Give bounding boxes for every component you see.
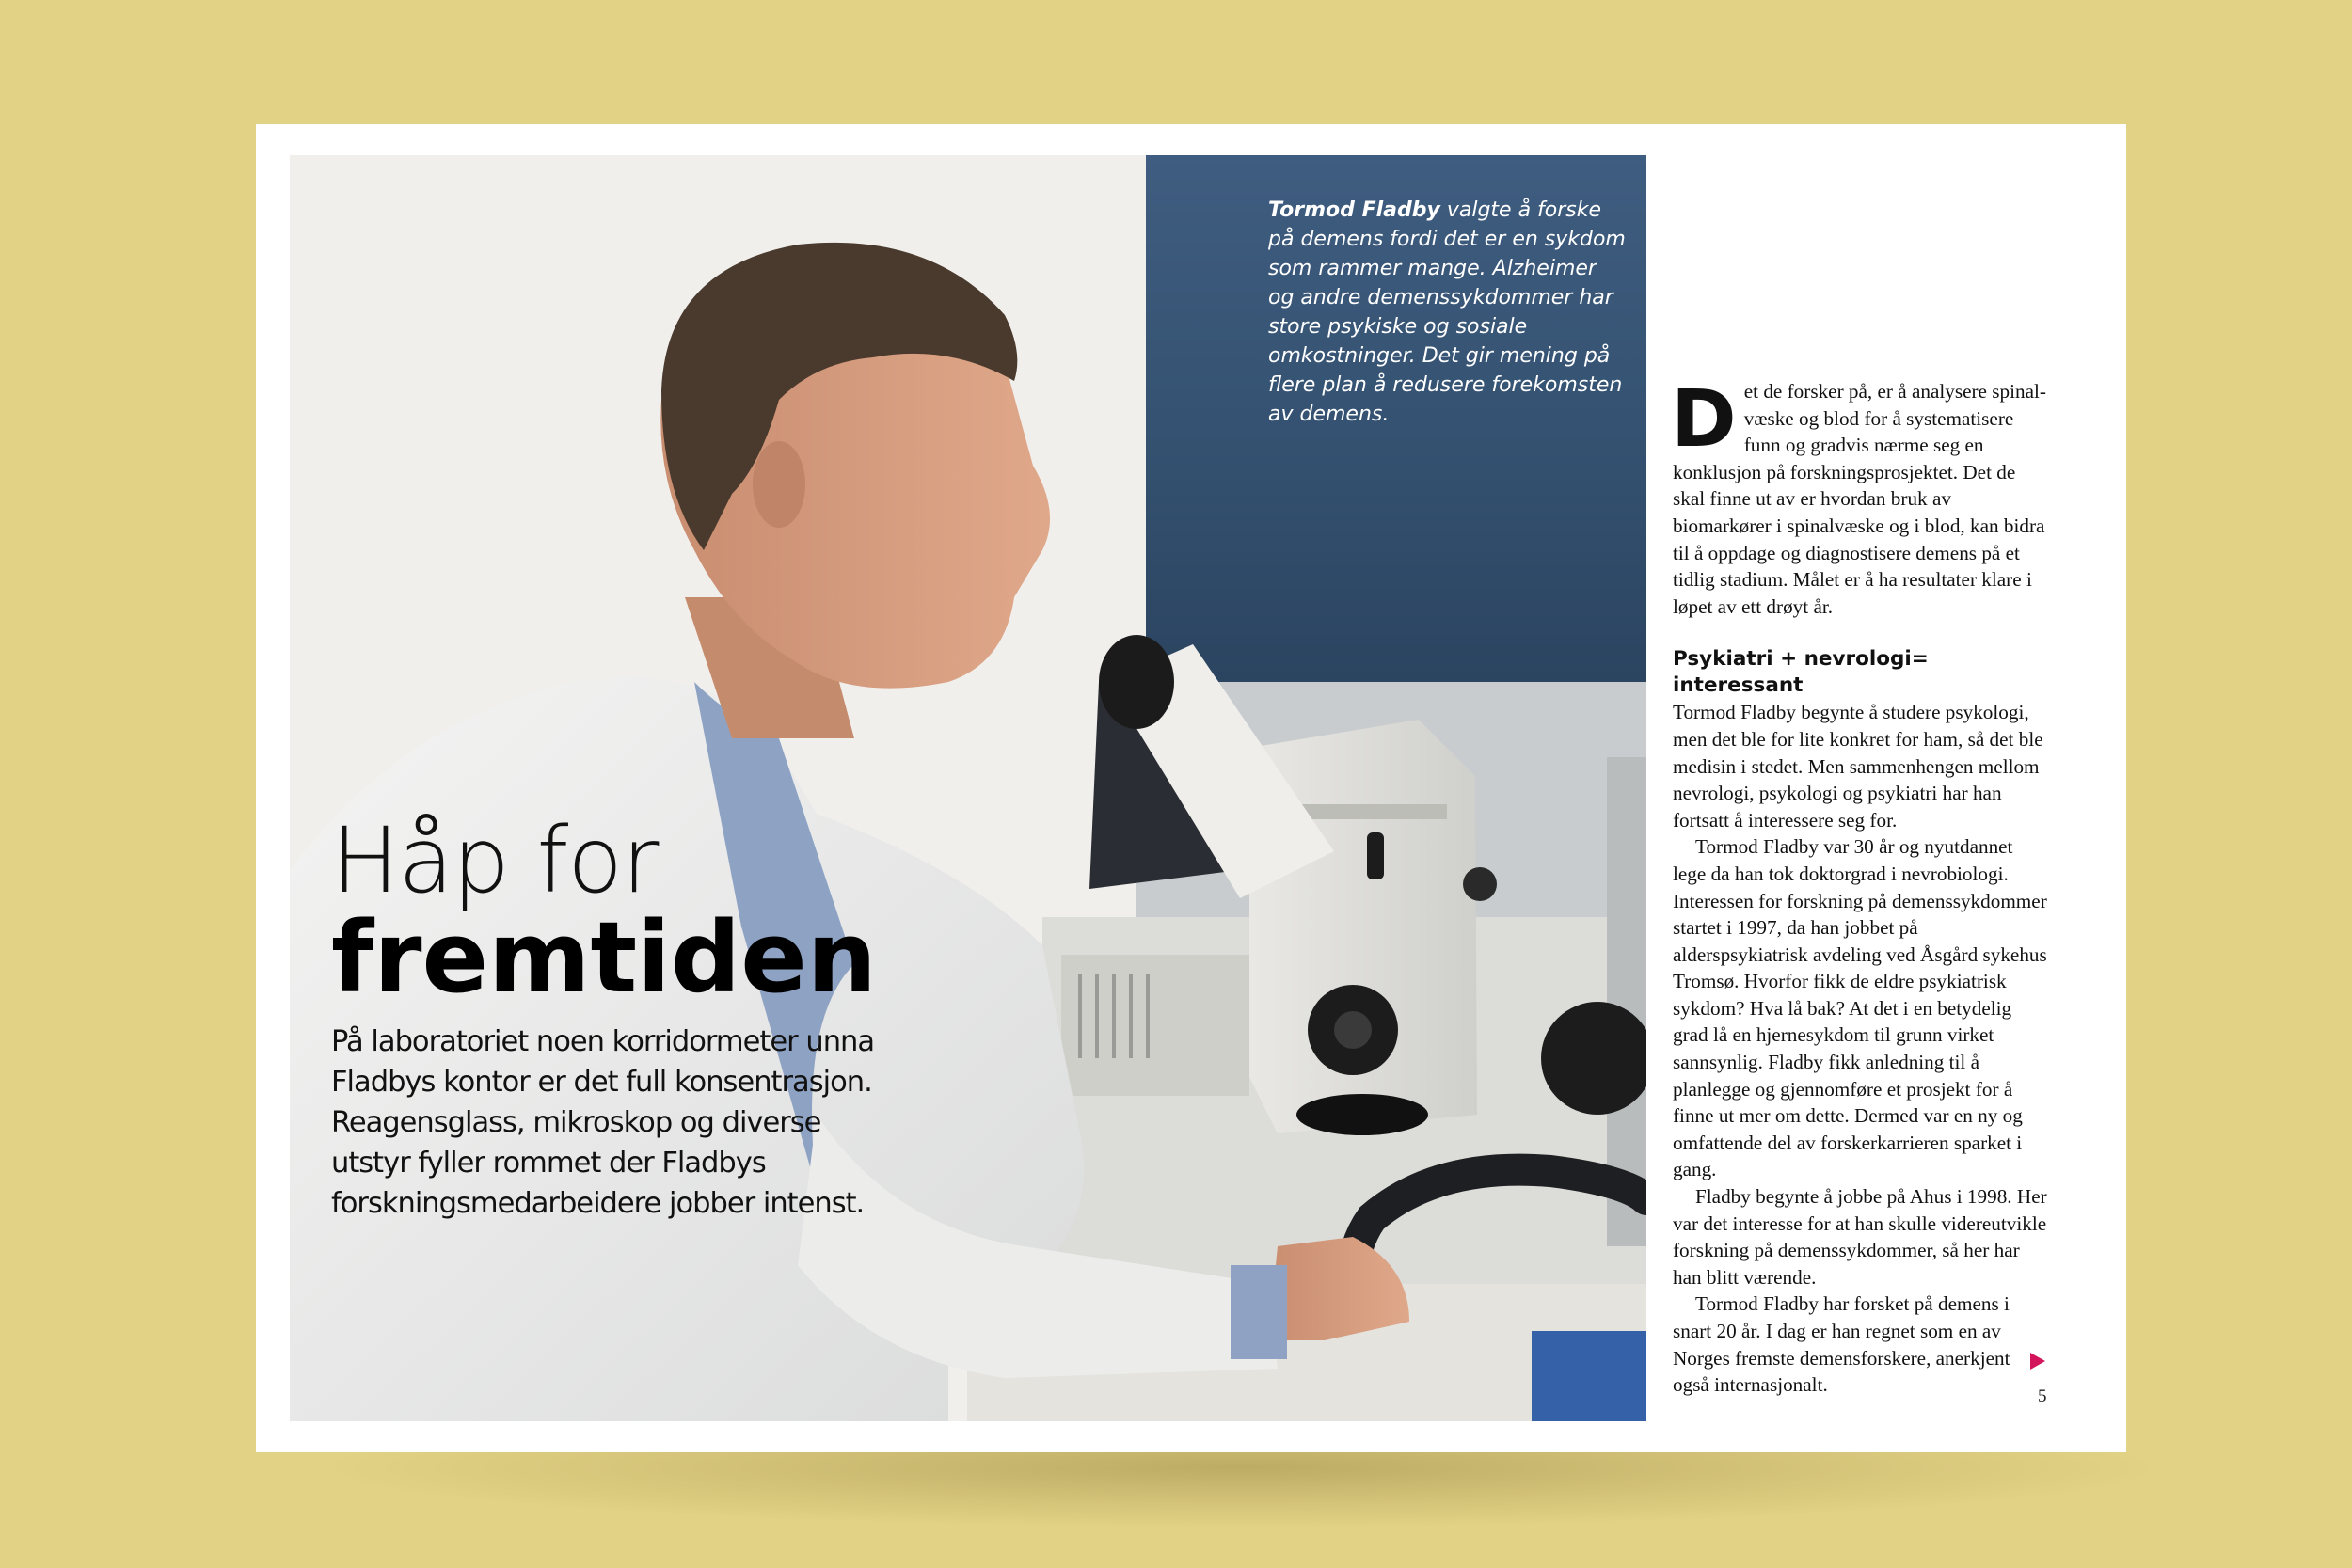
body-paragraph-4: Tormod Fladby har forsket på demens i snart 20 år. I dag er han regnet som en av Norges fremste demensforskere, anerkjent også internasjonalt. xyxy=(1673,1292,2010,1397)
intro-text: et de forsker på, er å analysere spinalvæske og blod for å systematisere funn og gradvis nærme seg en konklusjon på forskningsprosjektet. Det de skal finne ut av er hvordan bruk av biomarkører i spinalvæske og i blod, kan bidra til å oppdage og diagnostisere demens på et tidlig stadium. Målet er å ha resultater klare i løpet av ett drøyt år. xyxy=(1673,380,2046,618)
article-column xyxy=(1671,372,2051,1399)
headline-light: Håp for xyxy=(331,808,659,913)
body-paragraph-3: Fladby begynte å jobbe på Ahus i 1998. Her var det interesse for at han skulle videreutvikle forskning på demenssykdommer, så her har han blitt værende. xyxy=(1673,1185,2047,1289)
intro-paragraph xyxy=(1671,372,2051,620)
subheading: Psykiatri + nevrologi= interessant xyxy=(1673,647,1929,698)
photo-caption xyxy=(1268,196,1626,429)
body-paragraph-1: Tormod Fladby begynte å studere psykologi, men det ble for lite konkret for ham, så det ble medisin i stedet. Men sammenhengen mellom nevrologi, psykologi og psykiatri har han fortsatt å interessere seg for. xyxy=(1673,701,2043,832)
caption-name: Tormod Fladby xyxy=(1268,198,1440,222)
headline-bold: fremtiden xyxy=(331,900,877,1015)
body-paragraph-2: Tormod Fladby var 30 år og nyutdannet lege da han tok doktorgrad i nevrobiologi. Interessen for forskning på demenssykdommer startet i 1997, da han jobbet på alderspsykiatrisk avdeling ved Åsgård sykehus Tromsø. Hvorfor fikk de eldre psykiatrisk sykdom? Hva lå bak? At det i en betydelig grad lå en hjernesykdom til grunn virket sannsynlig. Fladby fikk anledning til å planlegge og gjennomføre et prosjekt for å finne ut mer om dette. Dermed var en ny og omfattende del av forskerkarrieren sparket i gang. xyxy=(1673,835,2047,1181)
end-arrow-icon xyxy=(2030,1353,2045,1370)
page-number: 5 xyxy=(2038,1386,2047,1406)
caption-text: valgte å forske på demens fordi det er en sykdom som rammer mange. Alzheimer og andre demenssykdommer har store psykiske og sosiale omkostninger. Det gir mening på flere plan å redusere forekomsten av demens. xyxy=(1268,198,1626,426)
lead-paragraph: På laboratoriet noen korridormeter unna Fladbys kontor er det full konsentrasjon. Reagensglass, mikroskop og diverse utstyr fyller rommet der Fladbys forskningsmedarbeidere jobber intenst. xyxy=(331,1025,875,1220)
drop-cap: D xyxy=(1671,372,1737,465)
